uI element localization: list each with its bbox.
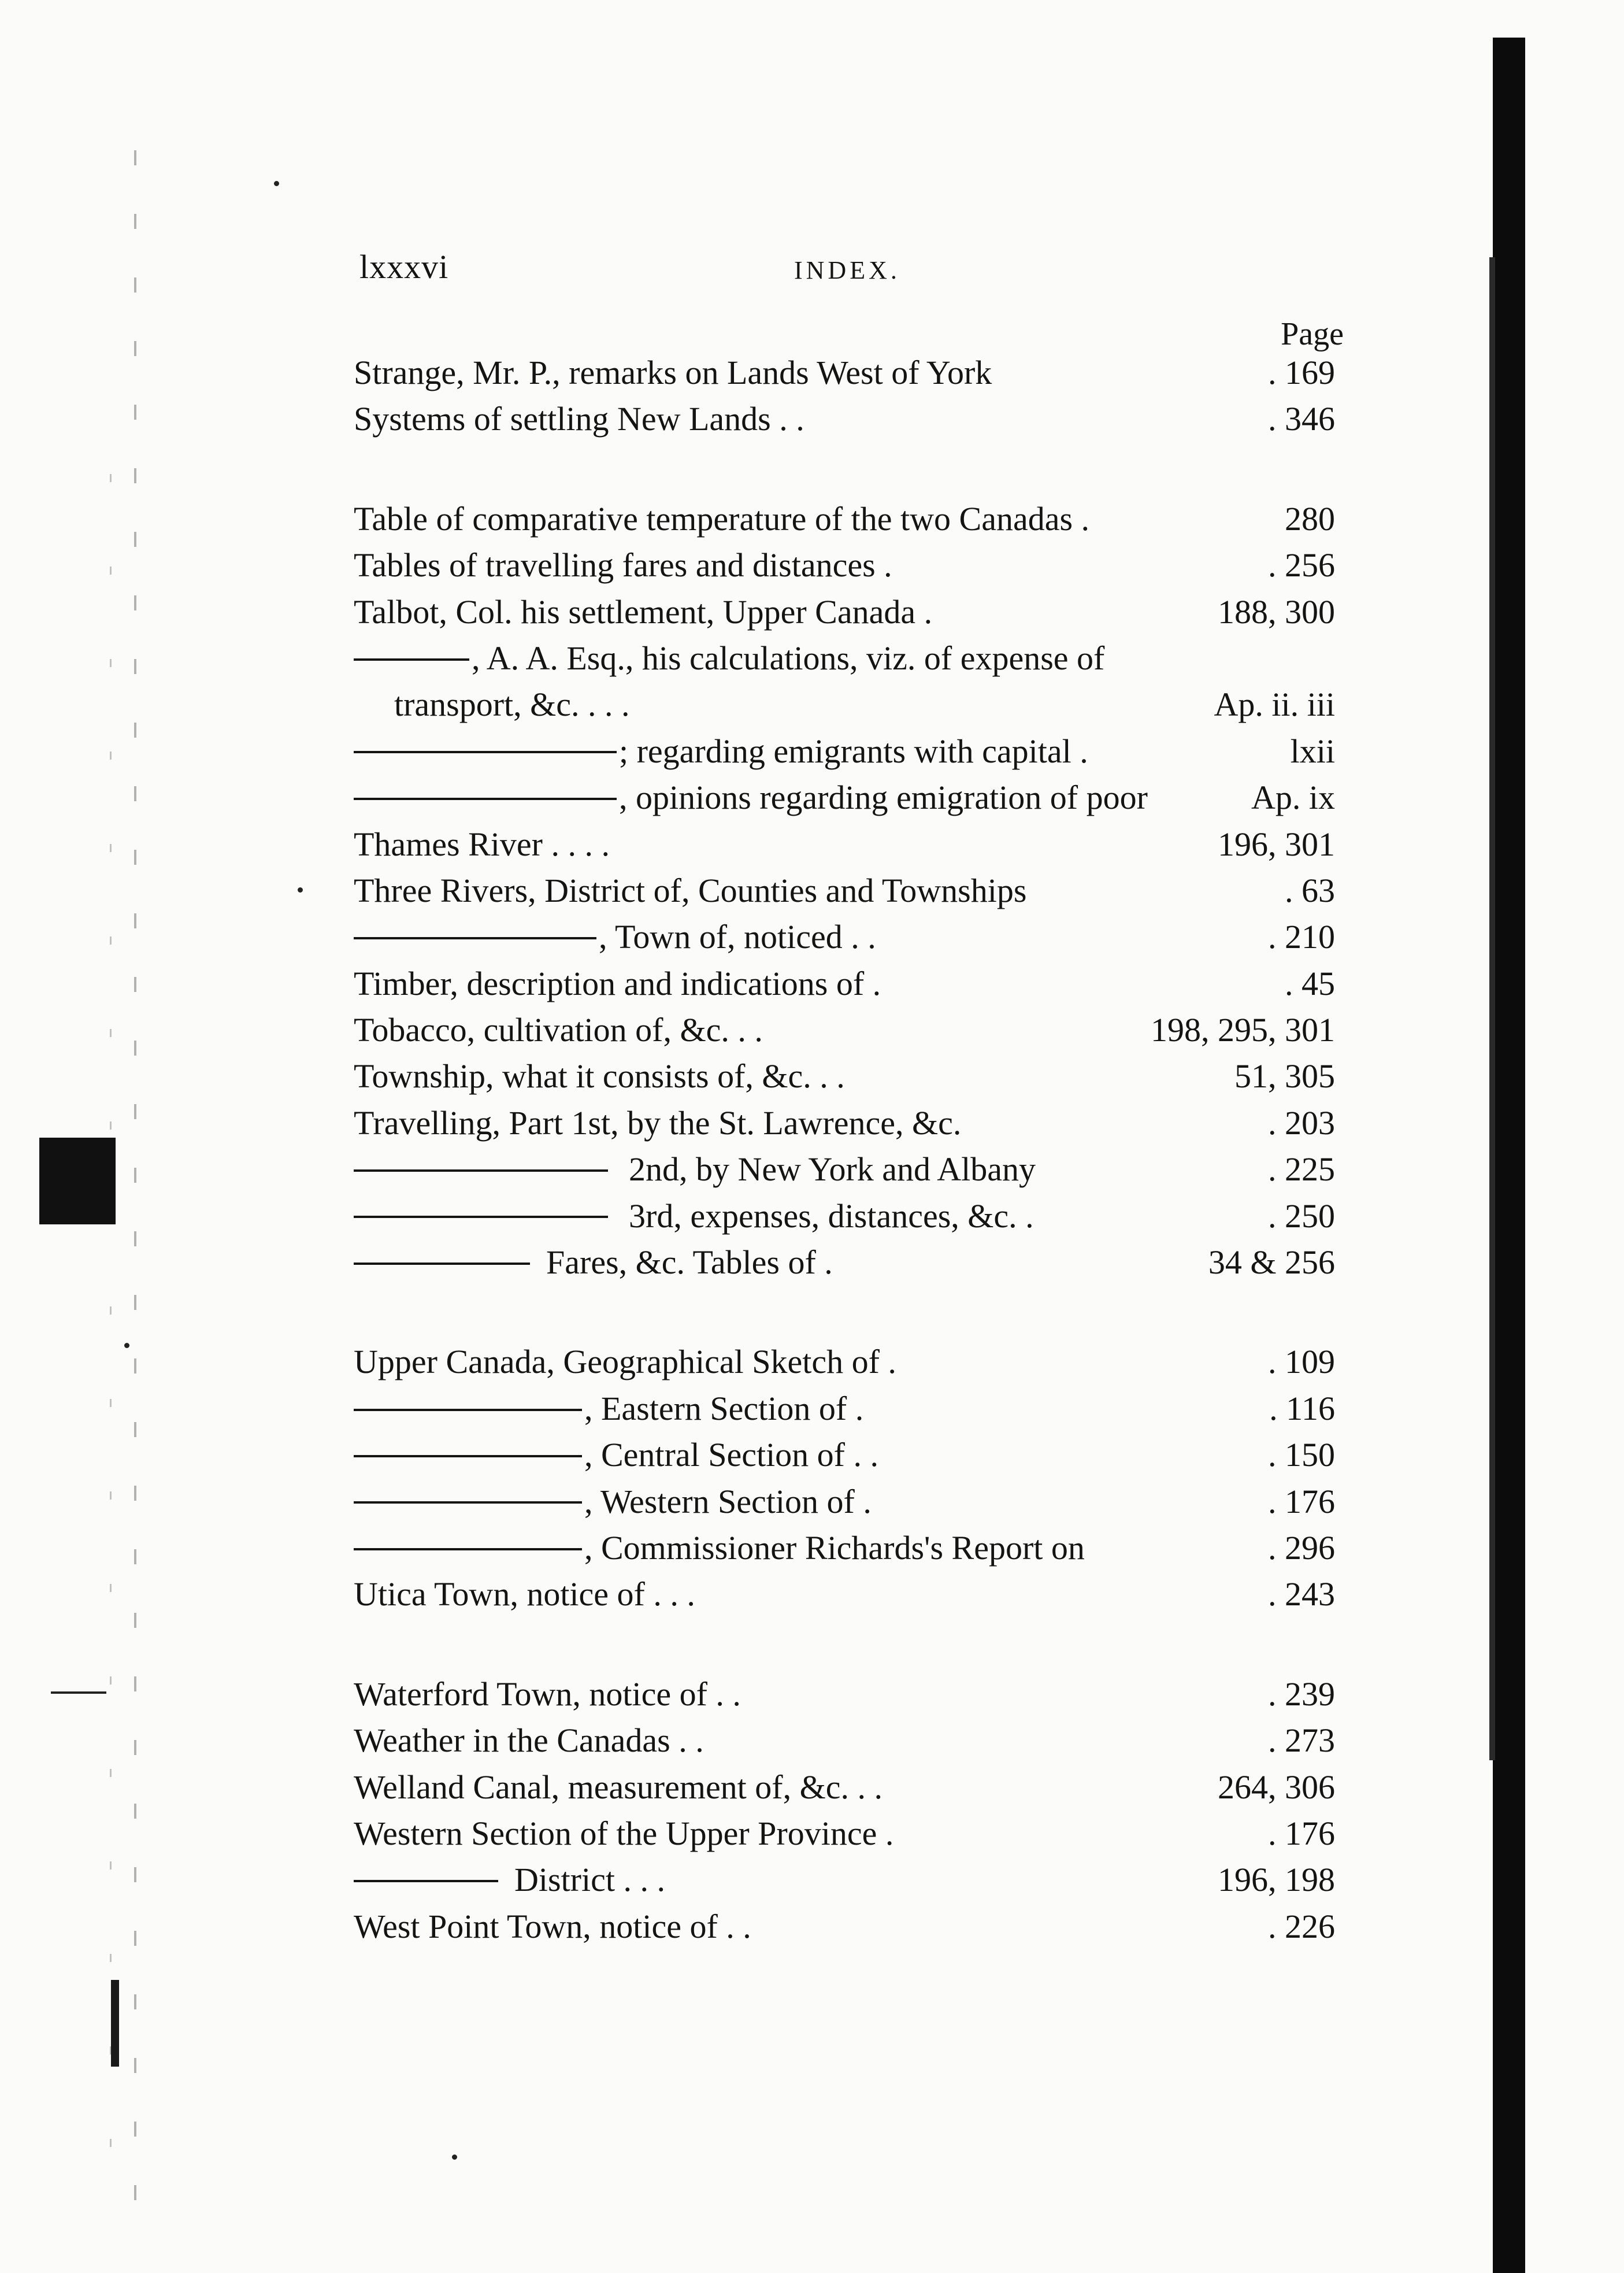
scan-speck	[274, 181, 279, 186]
section-gap	[354, 1618, 1335, 1671]
scan-ink-blot-lower	[111, 1980, 119, 2067]
section-gap	[354, 1286, 1335, 1339]
ditto-dash	[354, 1455, 582, 1457]
entry-text: ; regarding emigrants with capital .	[619, 732, 1088, 770]
entry-text: , Eastern Section of .	[584, 1389, 864, 1427]
entry-page: . 176	[1268, 1482, 1335, 1520]
entry-page: . 116	[1269, 1389, 1335, 1427]
index-entry	[354, 1764, 1335, 1811]
entry-text: Travelling, Part 1st, by the St. Lawrence, &c.	[354, 1104, 962, 1142]
index-entry	[354, 775, 1335, 821]
ditto-dash	[354, 937, 596, 939]
index-entry	[354, 1146, 1335, 1193]
index-entry	[354, 542, 1335, 588]
index-entry	[354, 1671, 1335, 1717]
entry-text-wrap	[354, 728, 1088, 775]
scan-gutter-marks	[134, 150, 136, 2231]
entry-page: Ap. ii. iii	[1214, 686, 1335, 724]
entry-text: Three Rivers, District of, Counties and Townships	[354, 871, 1027, 909]
entry-page: . 63	[1285, 871, 1335, 909]
entry-text-wrap	[354, 914, 876, 960]
entry-text: Weather in the Canadas . .	[354, 1722, 704, 1760]
entry-text-wrap	[354, 1525, 1085, 1571]
entry-text: Table of comparative temperature of the two Canadas .	[354, 499, 1090, 538]
index-entry	[354, 1339, 1335, 1385]
index-entry	[354, 1811, 1335, 1857]
section-gap	[354, 443, 1335, 496]
entry-text-wrap	[354, 1386, 863, 1432]
ditto-dash	[354, 1548, 582, 1550]
ditto-dash	[354, 1880, 498, 1882]
entry-page: Ap. ix	[1251, 779, 1335, 817]
entry-text: 3rd, expenses, distances, &c. .	[629, 1197, 1034, 1235]
index-entry	[354, 728, 1335, 775]
entry-text-wrap	[354, 1857, 665, 1903]
index-entry	[354, 821, 1335, 868]
entry-page: . 109	[1268, 1343, 1335, 1381]
entry-page: 34 & 256	[1208, 1243, 1335, 1282]
index-entry	[354, 1571, 1335, 1617]
entry-page: 51, 305	[1234, 1057, 1335, 1095]
entry-text-wrap	[354, 1193, 1034, 1239]
entry-page: 264, 306	[1218, 1768, 1335, 1806]
entry-text: Tables of travelling fares and distances .	[354, 546, 892, 584]
entry-text: , Central Section of . .	[584, 1436, 879, 1474]
index-entry	[354, 1717, 1335, 1764]
index-entry	[354, 496, 1335, 542]
entry-text: 2nd, by New York and Albany	[629, 1150, 1036, 1189]
index-entry-continuation	[354, 682, 1335, 728]
entry-page: . 169	[1268, 354, 1335, 391]
entry-text: Thames River . . . .	[354, 825, 610, 863]
ditto-dash	[354, 751, 617, 753]
index-entry	[354, 1904, 1335, 1950]
scan-gutter-marks-outer	[110, 474, 112, 2208]
ditto-dash	[354, 1263, 530, 1265]
entry-text: , Western Section of .	[584, 1482, 872, 1520]
entry-page: 280	[1285, 499, 1335, 538]
entry-page: 198, 295, 301	[1151, 1011, 1335, 1049]
running-head: INDEX.	[794, 256, 900, 284]
entry-page: . 45	[1285, 964, 1335, 1002]
entry-page: lxii	[1290, 732, 1335, 770]
index-entry	[354, 1432, 1335, 1478]
entry-text: , opinions regarding emigration of poor	[619, 779, 1148, 817]
ditto-dash	[354, 1169, 608, 1172]
entry-page: . 210	[1268, 918, 1335, 956]
index-entry	[354, 1239, 1335, 1286]
index-entry	[354, 1479, 1335, 1525]
scan-edge-shadow	[1493, 38, 1525, 2273]
ditto-dash	[354, 1409, 582, 1411]
entry-text: Welland Canal, measurement of, &c. . .	[354, 1768, 883, 1806]
entry-page: . 273	[1268, 1722, 1335, 1760]
ditto-dash	[354, 798, 617, 800]
ditto-dash	[354, 658, 469, 661]
entry-text-wrap	[354, 1146, 1036, 1193]
entry-text-wrap	[354, 1479, 872, 1525]
entry-page: . 203	[1268, 1104, 1335, 1142]
ditto-dash	[354, 1501, 582, 1504]
index-entry	[354, 589, 1335, 635]
entry-text: , Commissioner Richards's Report on	[584, 1528, 1085, 1567]
entry-page: . 296	[1268, 1528, 1335, 1567]
entry-page: . 226	[1268, 1907, 1335, 1945]
index-entry	[354, 1525, 1335, 1571]
entry-page: . 176	[1268, 1814, 1335, 1852]
index-entry	[354, 1053, 1335, 1100]
index-entry	[354, 1857, 1335, 1903]
index-entry	[354, 961, 1335, 1007]
ditto-dash	[354, 1216, 608, 1218]
entry-text: Systems of settling New Lands . .	[354, 400, 804, 438]
entry-text: Utica Town, notice of . . .	[354, 1575, 695, 1613]
entry-text: Upper Canada, Geographical Sketch of .	[354, 1343, 896, 1381]
entry-page: 196, 198	[1218, 1861, 1335, 1899]
index-entry	[354, 396, 1335, 442]
index-entry	[354, 1386, 1335, 1432]
scan-speck	[452, 2154, 457, 2160]
entry-page: 196, 301	[1218, 825, 1335, 863]
entry-text: Township, what it consists of, &c. . .	[354, 1057, 845, 1095]
index-entry	[354, 1007, 1335, 1053]
entry-page: . 256	[1268, 546, 1335, 584]
entry-page: . 250	[1268, 1197, 1335, 1235]
entry-page: . 239	[1268, 1675, 1335, 1713]
entry-text: , A. A. Esq., his calculations, viz. of expense of	[472, 639, 1105, 677]
entry-page: 188, 300	[1218, 593, 1335, 631]
scan-speck	[298, 887, 303, 893]
entry-text: Talbot, Col. his settlement, Upper Canada .	[354, 593, 933, 631]
entry-text-wrap	[354, 1239, 833, 1286]
index-entry	[354, 914, 1335, 960]
entry-page: . 150	[1268, 1436, 1335, 1474]
entry-page: . 225	[1268, 1150, 1335, 1189]
index-entries	[354, 350, 1335, 1950]
page-header	[359, 247, 1344, 352]
index-entry	[354, 1100, 1335, 1146]
index-entry	[354, 1193, 1335, 1239]
entry-text-wrap	[354, 635, 1104, 682]
entry-text: Strange, Mr. P., remarks on Lands West of York	[354, 354, 992, 391]
entry-page: . 346	[1268, 400, 1335, 438]
entry-page: . 243	[1268, 1575, 1335, 1613]
page-number: lxxxvi	[359, 248, 449, 286]
entry-text: Fares, &c. Tables of .	[546, 1243, 833, 1282]
entry-text: , Town of, noticed . .	[599, 918, 876, 956]
entry-text-wrap	[354, 1432, 878, 1478]
entry-text: Western Section of the Upper Province .	[354, 1814, 894, 1852]
page-column-label: Page	[1281, 316, 1344, 352]
index-entry	[354, 868, 1335, 914]
entry-text: Timber, description and indications of .	[354, 964, 881, 1002]
index-entry	[354, 635, 1335, 682]
entry-text: transport, &c. . . .	[394, 686, 630, 724]
scan-speck	[124, 1343, 129, 1348]
entry-text: Tobacco, cultivation of, &c. . .	[354, 1011, 763, 1049]
index-entry	[354, 350, 1335, 396]
scan-ink-blot	[39, 1138, 116, 1224]
entry-text: District . . .	[514, 1861, 665, 1899]
scan-margin-rule	[51, 1691, 106, 1694]
entry-text-wrap	[354, 775, 1148, 821]
entry-text: Waterford Town, notice of . .	[354, 1675, 741, 1713]
entry-text: West Point Town, notice of . .	[354, 1907, 751, 1945]
